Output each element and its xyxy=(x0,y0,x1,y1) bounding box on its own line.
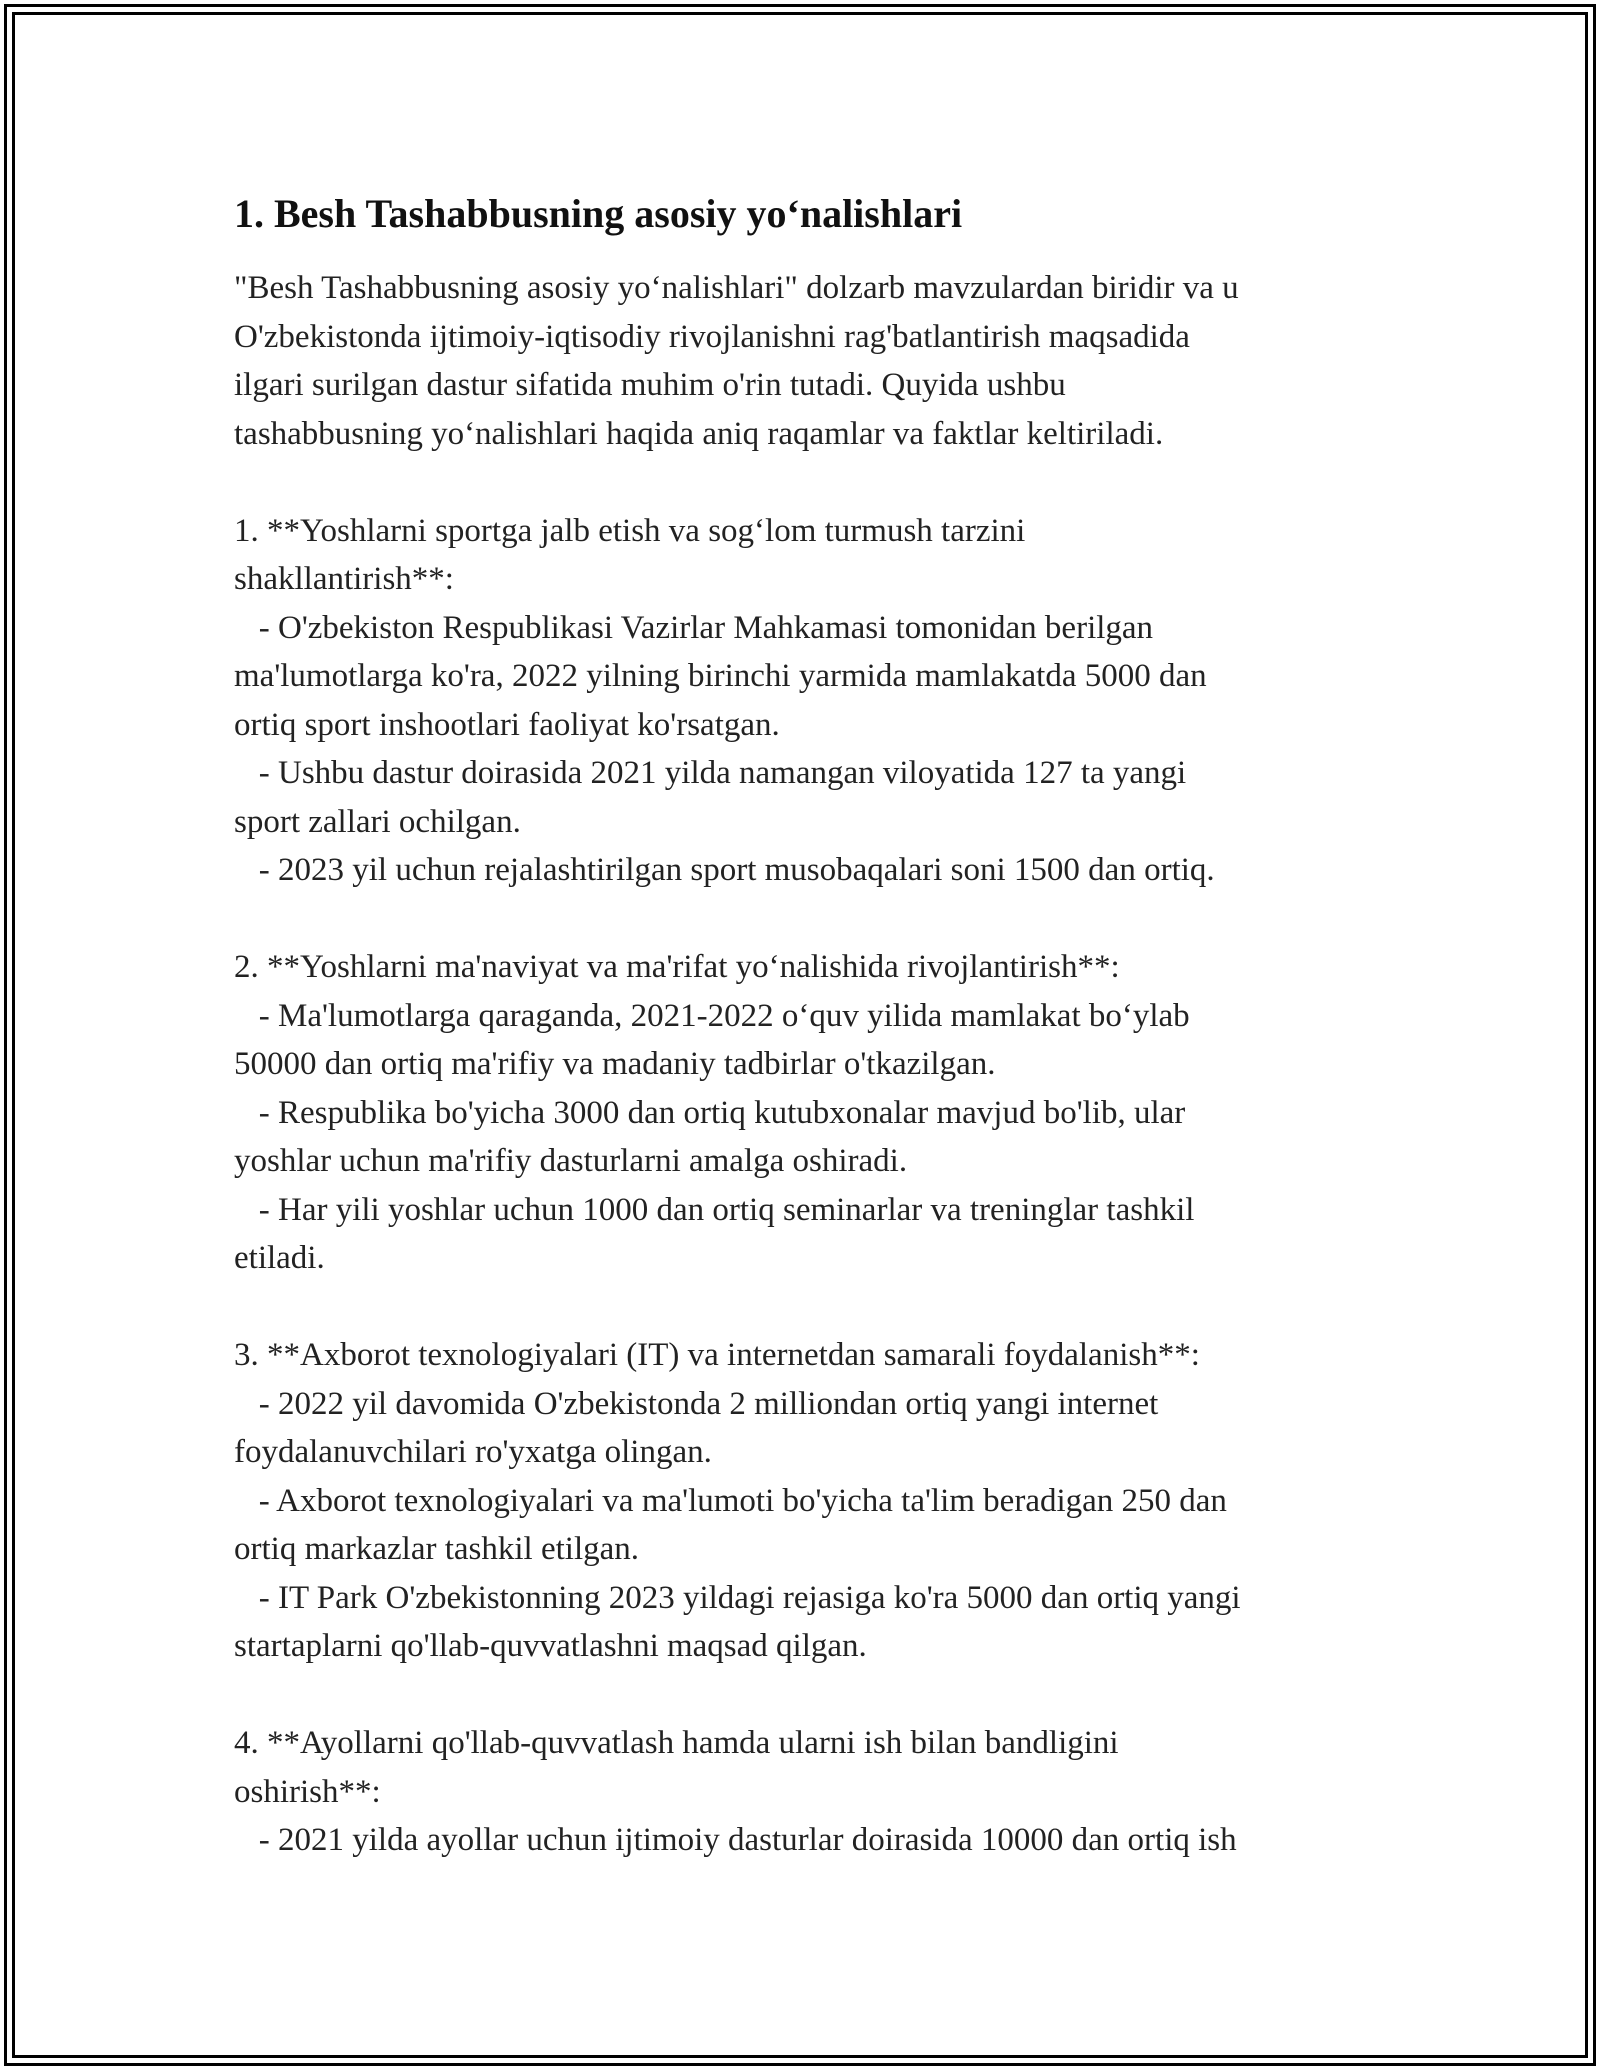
text-line: tashabbusning yo‘nalishlari haqida aniq raqamlar va faktlar keltiriladi. xyxy=(234,415,1164,452)
text-line: 2. **Yoshlarni ma'naviyat va ma'rifat yo‘nalishida rivojlantirish**: xyxy=(234,949,1120,985)
blank-line xyxy=(234,458,1364,507)
text-line: - IT Park O'zbekistonning 2023 yildagi rejasiga ko'ra 5000 dan ortiq yangi xyxy=(234,1579,1241,1616)
text-line: ma'lumotlarga ko'ra, 2022 yilning birinchi yarmida mamlakatda 5000 dan xyxy=(234,658,1207,694)
text-line: - Axborot texnologiyalari va ma'lumoti bo'yicha ta'lim beradigan 250 dan xyxy=(234,1482,1227,1519)
text-line: O'zbekistonda ijtimoiy-iqtisodiy rivojlanishni rag'batlantirish maqsadida xyxy=(234,318,1190,355)
text-line: ortiq sport inshootlari faoliyat ko'rsatgan. xyxy=(234,706,780,743)
blank-line xyxy=(234,895,1364,944)
text-line: 4. **Ayollarni qo'llab-quvvatlash hamda ularni ish bilan bandligini xyxy=(234,1725,1119,1761)
text-line: 1. **Yoshlarni sportga jalb etish va sog‘lom turmush tarzini xyxy=(234,512,1026,549)
text-line: - 2023 yil uchun rejalashtirilgan sport musobaqalari soni 1500 dan ortiq. xyxy=(234,852,1215,888)
blank-line xyxy=(234,1283,1364,1332)
text-line: - Ma'lumotlarga qaraganda, 2021-2022 o‘quv yilida mamlakat bo‘ylab xyxy=(234,997,1190,1034)
text-line: startaplarni qo'llab-quvvatlashni maqsad qilgan. xyxy=(234,1628,867,1664)
text-line: - 2022 yil davomida O'zbekistonda 2 milliondan ortiq yangi internet xyxy=(234,1385,1159,1422)
text-line: - Respublika bo'yicha 3000 dan ortiq kutubxonalar mavjud bo'lib, ular xyxy=(234,1094,1186,1131)
text-line: "Besh Tashabbusning asosiy yo‘nalishlari" dolzarb mavzulardan biridir va u xyxy=(234,270,1239,306)
text-line: 50000 dan ortiq ma'rifiy va madaniy tadbirlar o'tkazilgan. xyxy=(234,1046,996,1082)
document-page xyxy=(234,186,1364,1865)
text-line: oshirish**: xyxy=(234,1773,381,1810)
text-line: - Har yili yoshlar uchun 1000 dan ortiq seminarlar va treninglar tashkil xyxy=(234,1191,1195,1228)
text-line: foydalanuvchilari ro'yxatga olingan. xyxy=(234,1434,712,1470)
document-title: 1. Besh Tashabbusning asosiy yo‘nalishlari xyxy=(234,191,963,236)
text-line: ortiq markazlar tashkil etilgan. xyxy=(234,1531,640,1567)
blank-line xyxy=(234,1671,1364,1720)
text-line: yoshlar uchun ma'rifiy dasturlarni amalga oshiradi. xyxy=(234,1143,908,1179)
document-body xyxy=(234,264,1364,1865)
text-line: 3. **Axborot texnologiyalari (IT) va internetdan samarali foydalanish**: xyxy=(234,1337,1200,1373)
text-line: - 2021 yilda ayollar uchun ijtimoiy dasturlar doirasida 10000 dan ortiq ish xyxy=(234,1822,1237,1858)
text-line: etiladi. xyxy=(234,1240,325,1276)
text-line: shakllantirish**: xyxy=(234,561,454,597)
text-line: ilgari surilgan dastur sifatida muhim o'rin tutadi. Quyida ushbu xyxy=(234,367,1066,403)
text-line: - O'zbekiston Respublikasi Vazirlar Mahkamasi tomonidan berilgan xyxy=(234,609,1154,646)
text-line: sport zallari ochilgan. xyxy=(234,803,521,840)
text-line: - Ushbu dastur doirasida 2021 yilda namangan viloyatida 127 ta yangi xyxy=(234,755,1187,791)
